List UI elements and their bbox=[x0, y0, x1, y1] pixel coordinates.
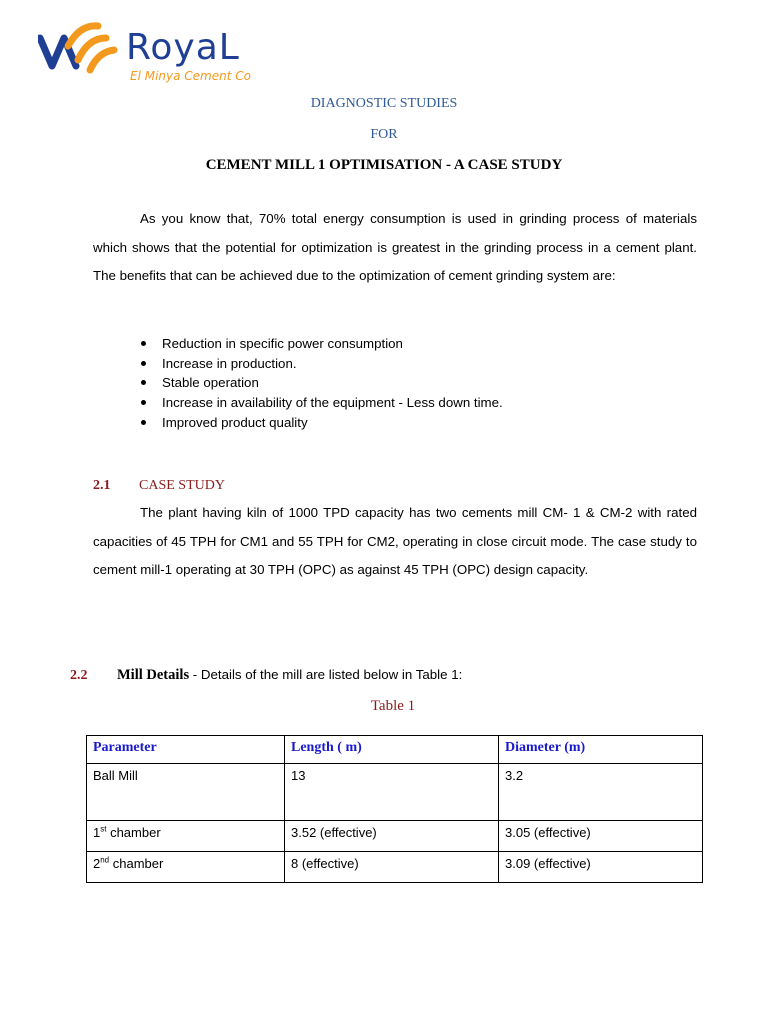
header-parameter: Parameter bbox=[87, 736, 285, 764]
list-item: Reduction in specific power consumption bbox=[138, 334, 503, 354]
case-study-text: The plant having kiln of 1000 TPD capacity has two cements mill CM- 1 & CM-2 with rated capacities of 45 TPH for CM1 and 55 TPH for CM2, operating in close circuit mode. The case study to cement mill-1 operating at 30 TPH (OPC) as against 45 TPH (OPC) design capacity. bbox=[93, 505, 697, 577]
brand-subtitle: El Minya Cement Co bbox=[130, 69, 251, 83]
cell-length: 8 (effective) bbox=[285, 852, 499, 883]
benefits-list bbox=[138, 334, 503, 433]
cell-parameter bbox=[87, 821, 285, 852]
intro-text: As you know that, 70% total energy consumption is used in grinding process of materials which shows that the potential for optimization is greatest in the grinding process in a cement plant. The benefits that can be achieved due to the optimization of cement grinding system are: bbox=[93, 211, 697, 283]
cell-parameter bbox=[87, 852, 285, 883]
cell-parameter-text: chamber bbox=[106, 825, 161, 840]
table-caption: Table 1 bbox=[370, 698, 416, 714]
cell-parameter bbox=[87, 764, 285, 821]
cell-parameter-num: 1 bbox=[93, 825, 101, 840]
brand-name: RoyaL bbox=[126, 27, 240, 68]
mill-details-line bbox=[117, 667, 462, 684]
cell-diameter: 3.2 bbox=[499, 764, 703, 821]
table-row bbox=[87, 821, 703, 852]
list-item: Improved product quality bbox=[138, 413, 503, 433]
table-header-row bbox=[87, 736, 703, 764]
mill-details-text: - Details of the mill are listed below in Table 1: bbox=[189, 667, 463, 682]
cell-parameter-num: 2 bbox=[93, 856, 101, 871]
document-title: CEMENT MILL 1 OPTIMISATION - A CASE STUDY bbox=[205, 157, 563, 173]
heading-for: FOR bbox=[370, 127, 398, 142]
section-2-1-number: 2.1 bbox=[93, 478, 111, 493]
mill-details-table bbox=[86, 735, 703, 883]
table-row bbox=[87, 852, 703, 883]
cell-length: 13 bbox=[285, 764, 499, 821]
cell-diameter: 3.05 (effective) bbox=[499, 821, 703, 852]
section-2-1-title: CASE STUDY bbox=[139, 478, 225, 493]
ordinal-suffix: st bbox=[100, 824, 107, 834]
cell-diameter: 3.09 (effective) bbox=[499, 852, 703, 883]
table-row bbox=[87, 764, 703, 821]
list-item: Stable operation bbox=[138, 373, 503, 393]
cell-parameter-text: chamber bbox=[109, 856, 164, 871]
list-item: Increase in availability of the equipment - Less down time. bbox=[138, 393, 503, 413]
section-2-2-number: 2.2 bbox=[70, 668, 88, 683]
ordinal-suffix: nd bbox=[100, 855, 110, 865]
cell-length: 3.52 (effective) bbox=[285, 821, 499, 852]
heading-diagnostic-studies: DIAGNOSTIC STUDIES bbox=[310, 96, 458, 111]
intro-paragraph bbox=[93, 205, 697, 291]
company-logo bbox=[38, 16, 308, 83]
header-diameter: Diameter (m) bbox=[499, 736, 703, 764]
royal-logo-icon bbox=[38, 16, 128, 76]
header-length: Length ( m) bbox=[285, 736, 499, 764]
case-study-paragraph bbox=[93, 499, 697, 585]
list-item: Increase in production. bbox=[138, 354, 503, 374]
section-2-2-title: Mill Details bbox=[117, 667, 190, 683]
cell-parameter-text: Ball Mill bbox=[93, 768, 138, 783]
